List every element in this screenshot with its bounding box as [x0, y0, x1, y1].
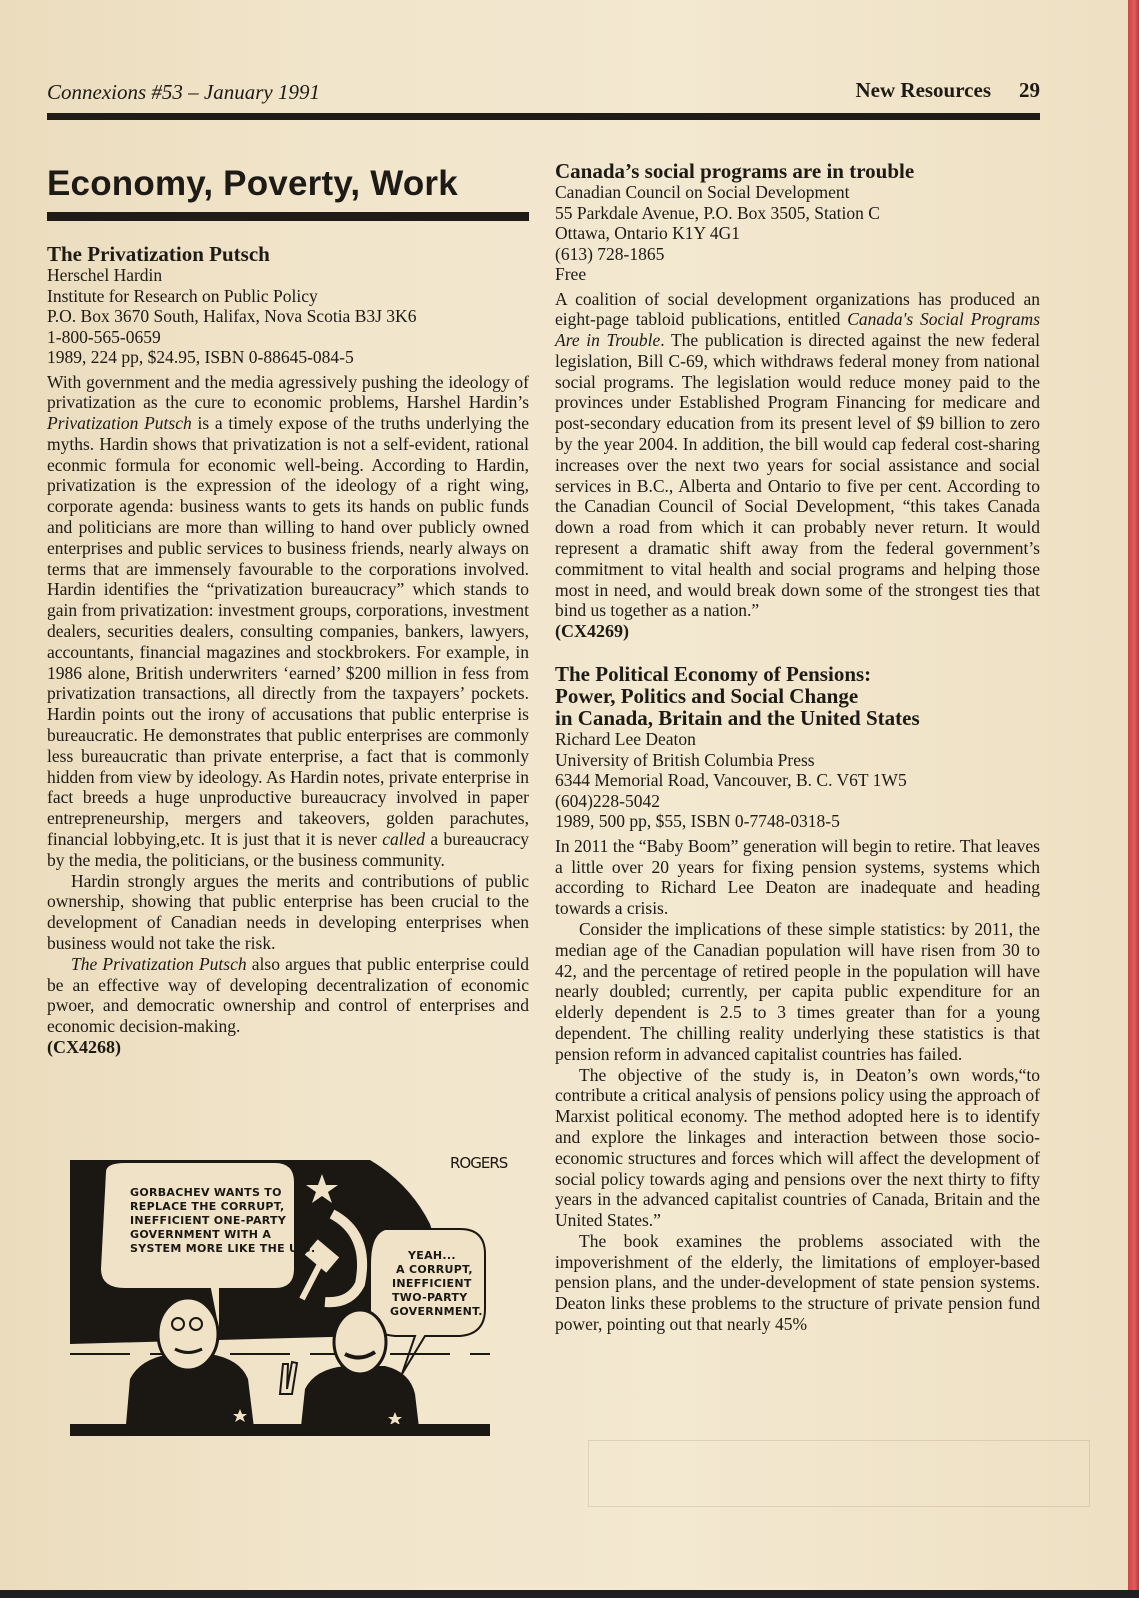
entry-address: Ottawa, Ontario K1Y 4G1: [555, 223, 741, 243]
entry-address: 6344 Memorial Road, Vancouver, B. C. V6T 1W5: [555, 770, 907, 791]
entry-details: 1989, 500 pp, $55, ISBN 0-7748-0318-5: [555, 811, 840, 832]
bubble-right-line: GOVERNMENT.: [390, 1305, 483, 1318]
review-paragraph: In 2011 the “Baby Boom” generation will begin to retire. That leaves a little over 20 years for fixing pension systems, systems which according to Richard Lee Deaton are inadequate and heading towards a crisis.: [555, 835, 1040, 919]
bubble-left-line: SYSTEM MORE LIKE THE U.S.: [130, 1242, 316, 1255]
bubble-left-line: REPLACE THE CORRUPT,: [130, 1200, 285, 1213]
bubble-left-line: GOVERNMENT WITH A: [130, 1228, 272, 1241]
entry-title-line: in Canada, Britain and the United States: [555, 706, 920, 731]
show-through-marks: [1022, 175, 1038, 285]
bubble-right-line: A CORRUPT,: [396, 1263, 473, 1276]
entry-publisher: University of British Columbia Press: [555, 749, 815, 770]
header-rule: [47, 113, 1040, 120]
cartoon-ground: [70, 1424, 490, 1436]
bottom-page-edge: [0, 1590, 1139, 1598]
review-entry-social-programs: [555, 160, 1040, 641]
bubble-left-line: INEFFICIENT ONE-PARTY: [130, 1214, 287, 1227]
entry-price: Free: [555, 264, 587, 284]
text-run: a bureaucracy by the media, the politicians, or the business community.: [47, 829, 529, 870]
entry-title: Canada’s social programs are in trouble: [555, 159, 915, 183]
section-rule: [47, 212, 529, 221]
entry-publisher: Institute for Research on Public Policy: [47, 285, 318, 306]
review-paragraph: [555, 289, 1040, 622]
publication-issue: Connexions #53 – January 1991: [47, 80, 320, 104]
page-number: 29: [1019, 78, 1040, 102]
text-run: is a timely expose of the truths underlying the myths. Hardin shows that privatization is not a self-evident, rational econmic formula for economic well-being. According to Hardin, privatization is the expression of the ideology of a right wing, corporate agenda: business wants to gets its hands on public funds and politicians are more than willing to hand over publicly owned enterprises and public services to business friends, nearly always on terms that are immensely favourable to the corporations involved. Hardin identifies the “privatization bureaucracy” which stands to gain from privatization: investment groups, corporations, investment dealers, securities dealers, consulting companies, bankers, lawyers, accountants, financial magazines and stockbrokers. For example, in 1986 alone, British underwriters ‘earned’ $200 million in fess from privatization transactions, all directly from the taxpayers’ pockets. Hardin points out the irony of accusations that public enterprise is bureaucratic. He demonstrates that public enterprises are commonly less bureaucratic than private enterprise, a fact that is commonly hidden from view by ideology. As Hardin notes, private enterprise in fact breeds a huge unproductive bureaucracy involved in paper entrepreneurship, mergers and takeovers, golden parachutes, financial lobbying,etc. It is just that it is never: [47, 413, 529, 850]
entry-phone: (613) 728-1865: [555, 243, 665, 264]
catalog-code: (CX4268): [47, 1037, 121, 1057]
text-run: also argues that public enterprise could be an effective way of developing decentralization of economic pwoer, and democratic ownership and control of enterprises and economic decision-making.: [47, 953, 529, 1037]
review-paragraph: [47, 372, 529, 871]
right-column: [555, 160, 1040, 1335]
entry-title: The Privatization Putsch: [47, 242, 270, 266]
political-cartoon: [70, 1154, 508, 1436]
entry-title-line: The Political Economy of Pensions:: [555, 662, 872, 687]
text-run: With government and the media agressively pushing the ideology of privatization as the cure to economic problems, Harshel Hardin’s: [47, 371, 529, 413]
book-title-italic: The Privatization Putsch: [71, 953, 247, 974]
entry-organization: Canadian Council on Social Development: [555, 182, 850, 202]
text-run: . The publication is directed against the new federal legislation, Bill C-69, which withdraws federal money from national social programs. The legislation would reduce money paid to the provinces under Established Program Financing for medicare and post-secondary education from its present level of $9 billion to zero by the year 2004. In addition, the bill would cap federal cost-sharing increases over the next two years for social assistance and social services in B.C., Alberta and Ontario to five per cent. According to the Canadian Council of Social Development, “this takes Canada down a road from which it can probably never return. It would represent a dramatic shift away from the federal government’s commitment to vital health and social programs and helping those most in need, and would break down some of the strongest ties that bind us together as a nation.”: [555, 330, 1040, 621]
entry-review-text: [555, 836, 1040, 1335]
left-column: [47, 160, 529, 1057]
entry-address: 55 Parkdale Avenue, P.O. Box 3505, Station C: [555, 202, 880, 223]
bubble-right-line: INEFFICIENT: [392, 1277, 472, 1290]
review-paragraph: The book examines the problems associated with the impoverishment of the elderly, the limitations of employer-based pension plans, and the under-development of state pension systems. Deaton links these problems to the structure of private pension fund power, pointing out that nearly 45%: [555, 1230, 1040, 1335]
cartoon-illustration: [70, 1154, 490, 1436]
review-entry-privatization-putsch: [47, 243, 529, 1057]
show-through-box: [588, 1440, 1090, 1507]
review-paragraph: [47, 954, 529, 1037]
bubble-right-line: YEAH...: [408, 1249, 456, 1262]
section-and-page: [856, 78, 1041, 103]
entry-spacer: [555, 641, 1040, 663]
entry-details: 1989, 224 pp, $24.95, ISBN 0-88645-084-5: [47, 347, 354, 367]
figure-left-head: [158, 1298, 218, 1370]
text-run: A coalition of social development organizations has produced an eight-page tabloid publications, entitled: [555, 288, 1040, 330]
entry-author: Herschel Hardin: [47, 265, 163, 285]
section-title: Economy, Poverty, Work: [47, 164, 458, 203]
entry-author: Richard Lee Deaton: [555, 729, 696, 750]
entry-phone: 1-800-565-0659: [47, 326, 161, 347]
cartoonist-signature: ROGERS: [450, 1154, 508, 1172]
entry-address: P.O. Box 3670 South, Halifax, Nova Scotia B3J 3K6: [47, 306, 417, 326]
entry-review-text: [555, 289, 1040, 622]
red-page-edge: [1128, 0, 1139, 1598]
bubble-right-line: TWO-PARTY: [392, 1291, 468, 1304]
review-paragraph: Hardin strongly argues the merits and contributions of public ownership, showing that public enterprise has been crucial to the development of Canadian needs in developing enterprises when business would not take the risk.: [47, 870, 529, 954]
running-head: [47, 80, 1040, 110]
entry-title-line: Power, Politics and Social Change: [555, 684, 859, 709]
section-name: New Resources: [855, 78, 991, 102]
book-title-italic: Privatization Putsch: [47, 413, 192, 434]
entry-phone: (604)228-5042: [555, 790, 660, 811]
review-entry-political-economy-pensions: [555, 663, 1040, 1335]
publication-title-italic: Canada's Social Programs Are in Trouble: [555, 309, 1040, 351]
review-paragraph: Consider the implications of these simple statistics: by 2011, the median age of the Canadian population will have risen from 30 to 42, and the percentage of retired people in the population will have nearly doubled; currently, per capita public expenditure for an elderly dependent is 2.5 to 3 times greater than for a young dependent. The chilling reality underlying these statistics is that pension reform in advanced capitalist countries has failed.: [555, 918, 1040, 1064]
bubble-left-line: GORBACHEV WANTS TO: [130, 1186, 282, 1199]
review-paragraph: The objective of the study is, in Deaton’s own words,“to contribute a critical analysis of pensions policy using the approach of Marxist political economy. The method adopted here is to identify and explore the linkages and interaction between those socio-economic structures and forces which will affect the development of social policy towards aging and pensions over the next thirty to fifty years in the advanced capitalist countries of Canada, Britain and the United States.”: [555, 1064, 1041, 1231]
entry-review-text: [47, 372, 529, 1038]
peace-sign-hand: [280, 1362, 297, 1394]
catalog-code: (CX4269): [555, 621, 629, 642]
emphasis-italic: called: [382, 829, 425, 850]
figure-right-head: [334, 1310, 386, 1374]
